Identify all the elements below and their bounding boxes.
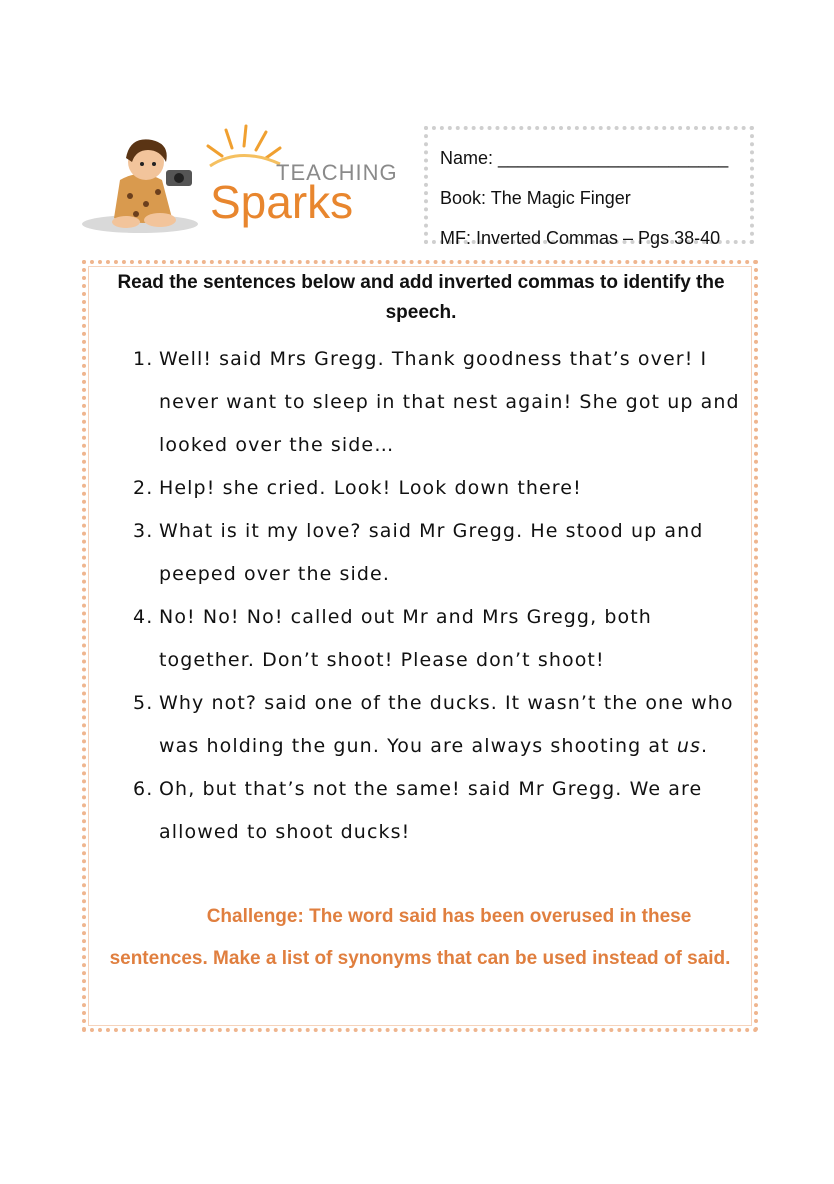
- instructions: Read the sentences below and add inverted commas to identify the speech.: [117, 272, 725, 323]
- item-number: 2.: [133, 477, 154, 499]
- sentence-text: No! No! No! called out Mr and Mrs Gregg, both together. Don’t shoot! Please don’t shoot!: [159, 606, 652, 671]
- sentence-text: Why not? said one of the ducks. It wasn’t the one who was holding the gun. You are always shooting at: [159, 692, 734, 757]
- sentence-text: Well! said Mrs Gregg. Thank goodness that’s over! I never want to sleep in that nest again! She got up and looked over the side…: [159, 348, 740, 456]
- book-title: Book: The Magic Finger: [440, 188, 631, 208]
- worksheet-subtitle: MF: Inverted Commas – Pgs 38-40: [440, 228, 721, 248]
- list-item: [126, 596, 746, 682]
- logo-line2: Sparks: [210, 176, 354, 228]
- info-box: [424, 126, 754, 248]
- teaching-sparks-logo: [80, 118, 400, 248]
- item-number: 6.: [133, 778, 154, 800]
- sentence-end: .: [700, 735, 709, 757]
- emphasis-text: us: [676, 735, 701, 757]
- item-number: 4.: [133, 606, 154, 628]
- sentence-text: Help! she cried. Look! Look down there!: [159, 477, 582, 499]
- item-number: 5.: [133, 692, 154, 714]
- challenge-body: Challenge: The word said has been overused in these sentences. Make a list of synonyms that can be used instead of said.: [109, 906, 731, 969]
- list-item: [126, 510, 746, 596]
- sentence-text: What is it my love? said Mr Gregg. He stood up and peeped over the side.: [159, 520, 704, 585]
- list-item: [126, 768, 746, 854]
- caveman-logo-icon: [80, 118, 400, 248]
- list-item: [126, 467, 746, 510]
- logo-line1: TEACHING: [276, 160, 398, 185]
- challenge-text: [102, 896, 738, 980]
- item-number: 1.: [133, 348, 154, 370]
- list-item: [126, 682, 746, 768]
- sentence-list: [126, 338, 746, 854]
- sentence-text: Oh, but that’s not the same! said Mr Gregg. We are allowed to shoot ducks!: [159, 778, 703, 843]
- list-item: [126, 338, 746, 467]
- item-number: 3.: [133, 520, 154, 542]
- name-field-label: Name: _______________________: [440, 148, 729, 168]
